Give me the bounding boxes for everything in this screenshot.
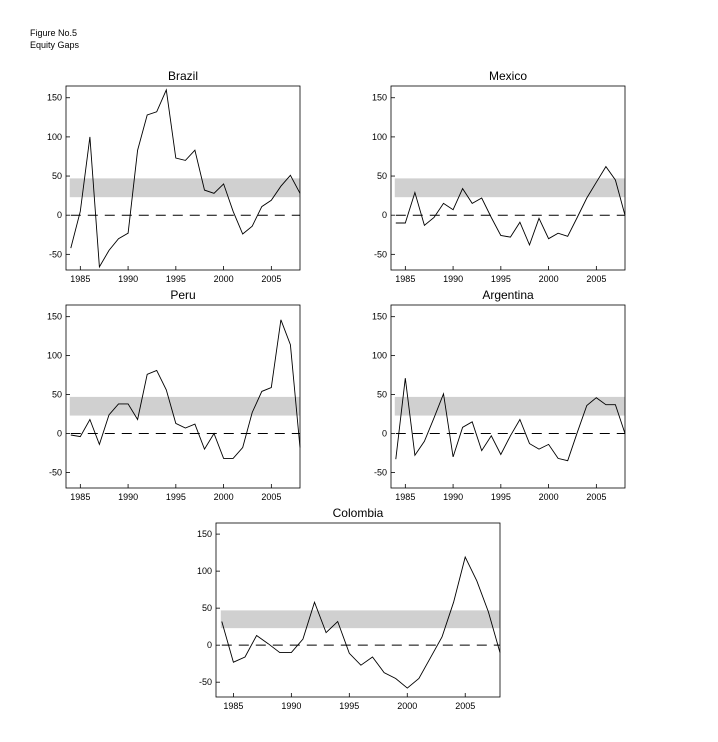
argentina-ytick-label: 0 bbox=[381, 428, 387, 439]
colombia-xtick-label: 1985 bbox=[223, 701, 244, 711]
peru-series-line bbox=[71, 320, 300, 459]
peru-ytick-label: 150 bbox=[46, 311, 62, 322]
mexico-xtick-label: 1995 bbox=[490, 274, 511, 284]
brazil-xtick-label: 2005 bbox=[261, 274, 282, 284]
figure-label: Figure No.5 bbox=[30, 28, 78, 38]
colombia-ytick-label: 100 bbox=[196, 566, 212, 577]
colombia-xtick-label: 2000 bbox=[397, 701, 418, 711]
mexico-ytick-label: 100 bbox=[371, 131, 387, 142]
chart-peru bbox=[47, 288, 300, 502]
mexico-frame bbox=[391, 86, 625, 270]
brazil-xtick-label: 1990 bbox=[118, 274, 139, 284]
colombia-xtick-label: 1995 bbox=[339, 701, 360, 711]
chart-mexico bbox=[372, 69, 625, 284]
brazil-xtick-label: 2000 bbox=[213, 274, 234, 284]
argentina-ytick-label: -50 bbox=[373, 467, 387, 478]
brazil-band bbox=[70, 178, 300, 197]
peru-frame bbox=[66, 305, 300, 488]
peru-band bbox=[70, 397, 300, 416]
peru-ytick-label: 50 bbox=[51, 389, 62, 400]
colombia-ytick-label: -50 bbox=[198, 677, 212, 688]
argentina-ytick-label: 150 bbox=[371, 311, 387, 322]
argentina-series-line bbox=[396, 378, 625, 461]
colombia-band bbox=[221, 610, 500, 628]
brazil-ytick-label: -50 bbox=[48, 249, 62, 260]
mexico-series-line bbox=[396, 167, 625, 245]
peru-ytick-label: -50 bbox=[48, 467, 62, 478]
mexico-title: Mexico bbox=[488, 69, 528, 83]
peru-title: Peru bbox=[170, 288, 196, 302]
peru-ytick-label: 100 bbox=[46, 350, 62, 361]
colombia-frame bbox=[216, 523, 500, 697]
argentina-xtick-label: 2005 bbox=[586, 492, 607, 502]
brazil-ytick-label: 100 bbox=[46, 131, 62, 142]
brazil-xtick-label: 1995 bbox=[165, 274, 186, 284]
argentina-xtick-label: 1985 bbox=[395, 492, 416, 502]
colombia-xtick-label: 2005 bbox=[455, 701, 476, 711]
colombia-title: Colombia bbox=[332, 506, 384, 520]
brazil-frame bbox=[66, 86, 300, 270]
colombia-ytick-label: 150 bbox=[196, 529, 212, 540]
argentina-xtick-label: 1990 bbox=[443, 492, 464, 502]
argentina-frame bbox=[391, 305, 625, 488]
mexico-band bbox=[395, 178, 625, 197]
chart-colombia bbox=[197, 506, 500, 711]
argentina-xtick-label: 1995 bbox=[490, 492, 511, 502]
argentina-xtick-label: 2000 bbox=[538, 492, 559, 502]
argentina-ytick-label: 50 bbox=[376, 389, 387, 400]
argentina-band bbox=[395, 397, 625, 416]
colombia-ytick-label: 50 bbox=[201, 603, 212, 614]
brazil-title: Brazil bbox=[167, 69, 199, 83]
brazil-ytick-label: 150 bbox=[46, 92, 62, 103]
colombia-xtick-label: 1990 bbox=[281, 701, 302, 711]
mexico-xtick-label: 2005 bbox=[586, 274, 607, 284]
brazil-xtick-label: 1985 bbox=[70, 274, 91, 284]
peru-ytick-label: 0 bbox=[56, 428, 62, 439]
chart-argentina bbox=[372, 288, 625, 502]
colombia-ytick-label: 0 bbox=[206, 640, 212, 651]
mexico-ytick-label: 150 bbox=[371, 92, 387, 103]
mexico-ytick-label: 0 bbox=[381, 210, 387, 221]
figure-subtitle: Equity Gaps bbox=[30, 40, 80, 50]
chart-brazil bbox=[47, 69, 300, 284]
mexico-ytick-label: 50 bbox=[376, 171, 387, 182]
peru-xtick-label: 2005 bbox=[261, 492, 282, 502]
mexico-xtick-label: 2000 bbox=[538, 274, 559, 284]
brazil-ytick-label: 0 bbox=[56, 210, 62, 221]
argentina-title: Argentina bbox=[482, 288, 534, 302]
peru-xtick-label: 1995 bbox=[165, 492, 186, 502]
peru-xtick-label: 2000 bbox=[213, 492, 234, 502]
peru-xtick-label: 1990 bbox=[118, 492, 139, 502]
brazil-ytick-label: 50 bbox=[51, 171, 62, 182]
mexico-ytick-label: -50 bbox=[373, 249, 387, 260]
mexico-xtick-label: 1990 bbox=[443, 274, 464, 284]
peru-xtick-label: 1985 bbox=[70, 492, 91, 502]
argentina-ytick-label: 100 bbox=[371, 350, 387, 361]
mexico-xtick-label: 1985 bbox=[395, 274, 416, 284]
